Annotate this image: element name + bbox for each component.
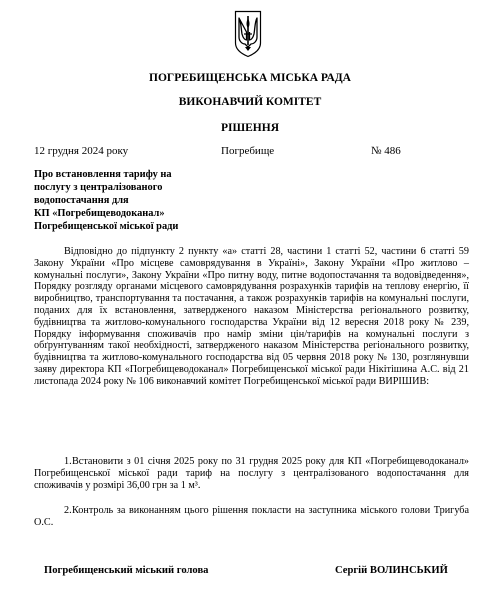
coat-of-arms-trident-icon — [234, 10, 262, 58]
decision-item-1 — [34, 456, 469, 491]
subject-line: послугу з централізованого — [34, 182, 163, 193]
decision-item-2 — [34, 505, 469, 529]
item-text: Контроль за виконанням цього рішення покласти на заступника міського голови Тригуба О.С. — [34, 505, 469, 528]
signatory-title: Погребищенський міський голова — [44, 565, 209, 576]
decision-number: № 486 — [371, 145, 401, 157]
subject-line: Про встановлення тарифу на — [34, 169, 172, 180]
decision-place: Погребище — [221, 145, 275, 157]
document-type: РІШЕННЯ — [221, 122, 279, 134]
council-title: ПОГРЕБИЩЕНСЬКА МІСЬКА РАДА — [149, 72, 351, 84]
preamble-paragraph: Відповідно до підпункту 2 пункту «а» статті 28, частини 1 статті 52, частини 6 статті 59 Закону України «Про місцеве самоврядування в Україні», Закону України «Про житлово – комунальні послуги», Закону України «Про питну воду, питне водопостачання та водовідведення», Порядку розгляду органами місцевого самоврядування розрахунків тарифів на теплову енергію, її виробництво, транспортування та постачання, а також розрахунків тарифів на комунальні послуги, поданих для їх встановлення, затвердженого наказом Міністерства регіонального розвитку, будівництва та житлово-комунального господарства України від 12 вересня 2018 року № 239, Порядку інформування споживачів про намір зміни цін/тарифів на комунальні послуги з обґрунтуванням такої необхідності, затвердженого наказом Міністерства регіонального розвитку, будівництва та житлово-комунального господарства від 05 червня 2018 року № 130, розглянувши заяву директора КП «Погребищеводоканал» Погребищенської міської ради Нікітішина А.С. від 21 листопада 2024 року № 106 виконавчий комітет Погребищенської міської ради ВИРІШИВ: — [34, 246, 469, 387]
decision-date: 12 грудня 2024 року — [34, 145, 129, 157]
subject-line: КП «Погребищеводоканал» — [34, 208, 165, 219]
decision-body — [34, 246, 469, 388]
subject-line: Погребищенської міської ради — [34, 221, 179, 232]
signatory-name: Сергій ВОЛИНСЬКИЙ — [335, 565, 448, 576]
decision-subject — [34, 168, 234, 233]
item-text: Встановити з 01 січня 2025 року по 31 грудня 2025 року для КП «Погребищеводоканал» Погребищенської міської ради тариф на послугу з централізованого водопостачання для споживачів у розмірі 36,00 грн за 1 м³. — [34, 456, 469, 491]
item-number: 2. — [64, 505, 72, 516]
committee-title: ВИКОНАВЧИЙ КОМІТЕТ — [178, 96, 322, 108]
item-number: 1. — [64, 456, 72, 467]
subject-line: водопостачання для — [34, 195, 129, 206]
